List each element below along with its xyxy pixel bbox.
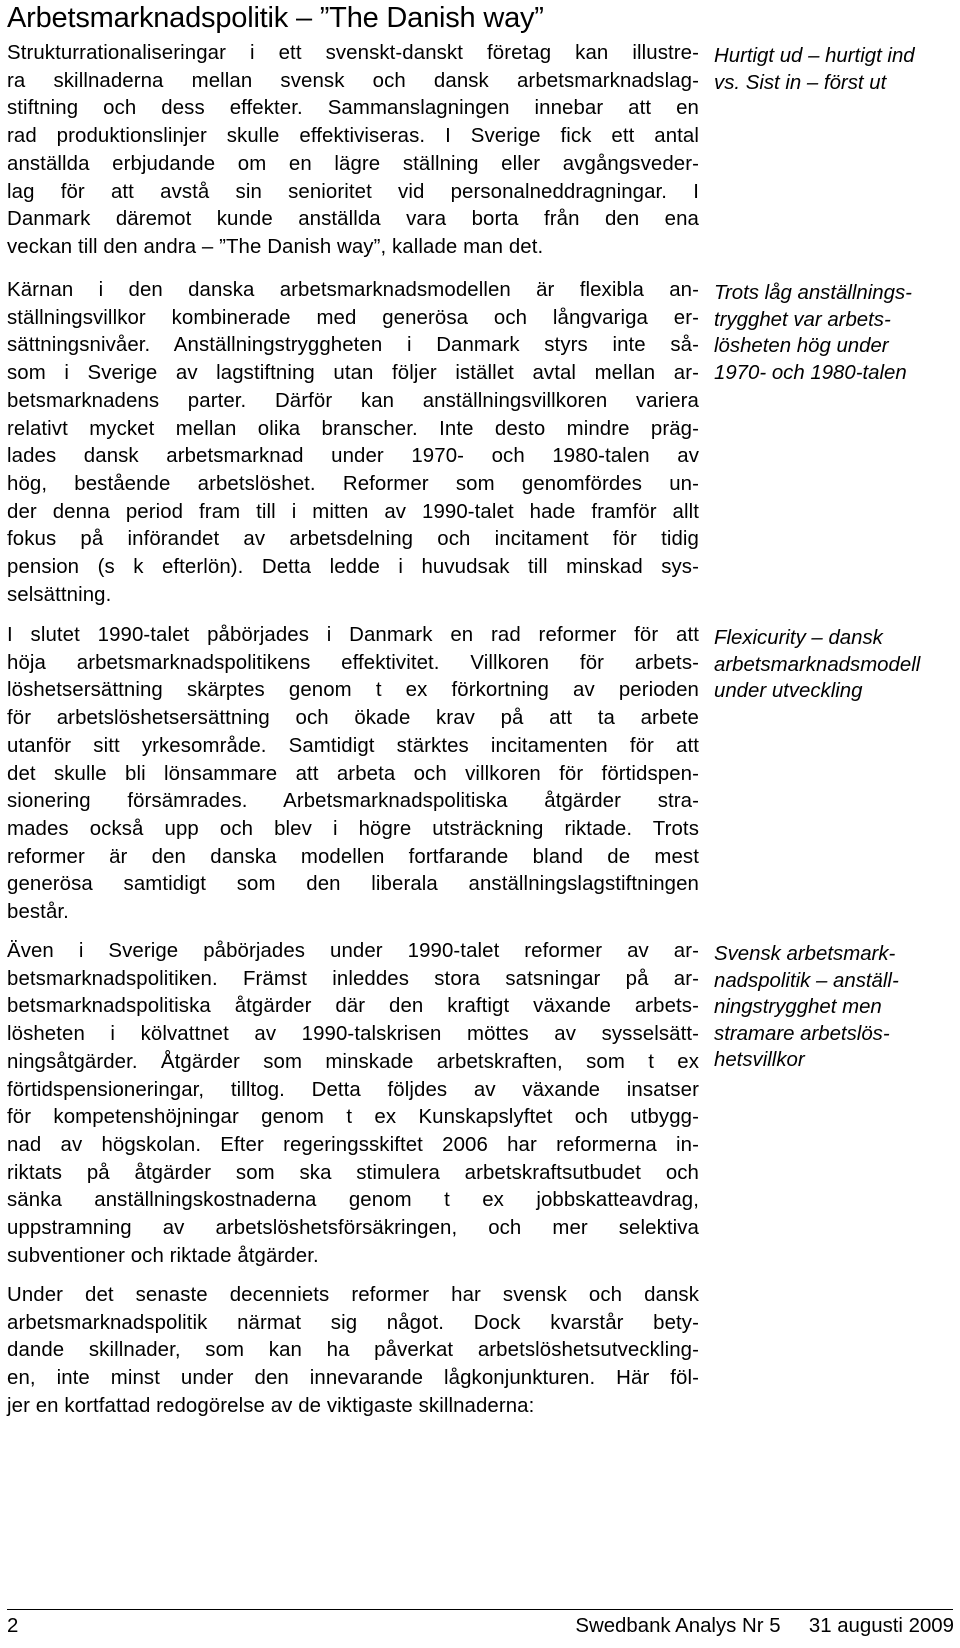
- text-line: jer en kortfattad redogörelse av de viktigaste skillnaderna:: [7, 1394, 535, 1417]
- note-line: arbetsmarknadsmodell: [714, 653, 921, 676]
- publication-info: Swedbank Analys Nr 5 31 augusti 2009: [575, 1615, 954, 1637]
- paragraph-intro: [7, 40, 699, 262]
- paragraph-flexibla: [7, 277, 699, 609]
- text-line: betsmarknadspolitiska åtgärder där den kraftigt växande arbets-: [7, 995, 699, 1018]
- paragraph-decenniet: [7, 1282, 699, 1421]
- note-line: Hurtigt ud – hurtigt ind: [714, 45, 915, 67]
- note-line: hetsvillkor: [714, 1049, 805, 1071]
- paragraph-sverige-1990: [7, 938, 699, 1270]
- text-line: generösa samtidigt som den liberala anställningslagstiftningen: [7, 873, 699, 896]
- text-line: betsmarknadspolitiken. Främst inleddes stora satsningar på ar-: [7, 967, 699, 990]
- text-line: relativt mycket mellan olika branscher. Inte desto mindre präg-: [7, 417, 699, 440]
- text-line: sänka anställningskostnaderna genom t ex jobbskatteavdrag,: [7, 1189, 699, 1212]
- text-line: för kompetenshöjningar genom t ex Kunskapslyftet och utbygg-: [7, 1106, 699, 1129]
- text-line: anställda erbjudande om en lägre ställning eller avgångsveder-: [7, 152, 699, 175]
- text-line: mades också upp och blev i högre utsträckning riktade. Trots: [7, 817, 699, 840]
- text-line: fokus på införandet av arbetsdelning och incitament för tidig: [7, 528, 699, 551]
- text-line: som i Sverige av lagstiftning utan följer istället avtal mellan ar-: [7, 362, 699, 385]
- text-line: stiftning och dess effekter. Sammanslagningen innebar att en: [7, 97, 699, 120]
- margin-note-trots: [714, 280, 954, 386]
- text-line: nad av högskolan. Efter regeringsskiftet 2006 har reformerna in-: [7, 1133, 699, 1156]
- text-line: ställningsvillkor kombinerade med generösa och långvariga er-: [7, 306, 699, 329]
- note-line: vs. Sist in – först ut: [714, 71, 887, 94]
- text-line: rad produktionslinjer skulle effektiviseras. I Sverige fick ett antal: [7, 125, 699, 148]
- text-line: riktats på åtgärder som ska stimulera arbetskraftsutbudet och: [7, 1161, 699, 1184]
- text-line: dande skillnader, som kan ha påverkat arbetslöshetsutveckling-: [7, 1339, 699, 1362]
- text-line: arbetsmarknadspolitik närmat sig något. Dock kvarstår bety-: [7, 1311, 699, 1334]
- text-line: det skulle bli lönsammare att arbeta och villkoren för förtidspen-: [7, 762, 699, 785]
- text-line: ningsåtgärder. Åtgärder som minskade arbetskraften, som t ex: [7, 1050, 699, 1073]
- text-line: lag för att avstå sin senioritet vid personalneddragningar. I: [7, 180, 699, 203]
- text-line: lösheten i kölvattnet av 1990-talskrisen möttes av sysselsätt-: [7, 1023, 699, 1046]
- text-line: selsättning.: [7, 583, 112, 606]
- text-line: Under det senaste decenniets reformer har svensk och dansk: [7, 1284, 699, 1306]
- note-line: 1970- och 1980-talen: [714, 361, 907, 384]
- margin-note-hurtigt: [714, 43, 954, 96]
- text-line: höja arbetsmarknadspolitikens effektivitet. Villkoren för arbets-: [7, 651, 699, 674]
- text-line: subventioner och riktade åtgärder.: [7, 1244, 319, 1267]
- note-line: trygghet var arbets-: [714, 308, 891, 331]
- note-line: Flexicurity – dansk: [714, 627, 883, 649]
- margin-note-flexicurity: [714, 625, 954, 705]
- text-line: Danmark däremot kunde anställda vara borta från den ena: [7, 208, 699, 231]
- text-line: Kärnan i den danska arbetsmarknadsmodellen är flexibla an-: [7, 279, 699, 301]
- text-line: består.: [7, 901, 69, 924]
- text-line: Strukturrationaliseringar i ett svenskt-danskt företag kan illustre-: [7, 42, 699, 64]
- footer-divider: [7, 1609, 953, 1610]
- note-line: ningstrygghet men: [714, 996, 882, 1018]
- text-line: sättningsnivåer. Anställningstryggheten i Danmark styrs inte så-: [7, 334, 699, 357]
- text-line: betsmarknadens parter. Därför kan anställningsvillkoren variera: [7, 389, 699, 412]
- note-line: stramare arbetslös-: [714, 1022, 890, 1045]
- text-line: löshetsersättning skärptes genom t ex förkortning av perioden: [7, 679, 699, 702]
- page-number: 2: [7, 1615, 19, 1637]
- text-line: hög, bestående arbetslöshet. Reformer som genomfördes un-: [7, 472, 699, 495]
- text-line: uppstramning av arbetslöshetsförsäkringen, och mer selektiva: [7, 1217, 699, 1240]
- text-line: utanför sitt yrkesområde. Samtidigt stärktes incitamenten för att: [7, 734, 699, 757]
- page-heading: Arbetsmarknadspolitik – ”The Danish way”: [7, 2, 544, 34]
- text-line: ra skillnaderna mellan svensk och dansk arbetsmarknadslag-: [7, 69, 699, 92]
- text-line: pension (s k efterlön). Detta ledde i huvudsak till minskad sys-: [7, 556, 699, 579]
- margin-note-svensk: [714, 941, 954, 1074]
- text-line: lades dansk arbetsmarknad under 1970- och 1980-talen av: [7, 445, 699, 468]
- text-line: veckan till den andra – ”The Danish way”, kallade man det.: [7, 235, 544, 258]
- text-line: förtidspensioneringar, tilltog. Detta följdes av växande insatser: [7, 1078, 699, 1101]
- text-line: en, inte minst under den innevarande lågkonjunkturen. Här föl-: [7, 1367, 699, 1390]
- text-line: der denna period fram till i mitten av 1990-talet hade framför allt: [7, 500, 699, 523]
- note-line: nadspolitik – anställ-: [714, 969, 899, 992]
- paragraph-slutet-1990: [7, 622, 699, 927]
- text-line: sionering försämrades. Arbetsmarknadspolitiska åtgärder stra-: [7, 790, 699, 813]
- note-line: lösheten hög under: [714, 335, 889, 357]
- note-line: Svensk arbetsmark-: [714, 943, 896, 965]
- note-line: under utveckling: [714, 680, 863, 702]
- note-line: Trots låg anställnings-: [714, 282, 912, 304]
- text-line: I slutet 1990-talet påbörjades i Danmark en rad reformer för att: [7, 624, 699, 646]
- text-line: Även i Sverige påbörjades under 1990-talet reformer av ar-: [7, 940, 699, 962]
- text-line: för arbetslöshetsersättning och ökade krav på att ta arbete: [7, 707, 699, 730]
- text-line: reformer är den danska modellen fortfarande bland de mest: [7, 845, 699, 868]
